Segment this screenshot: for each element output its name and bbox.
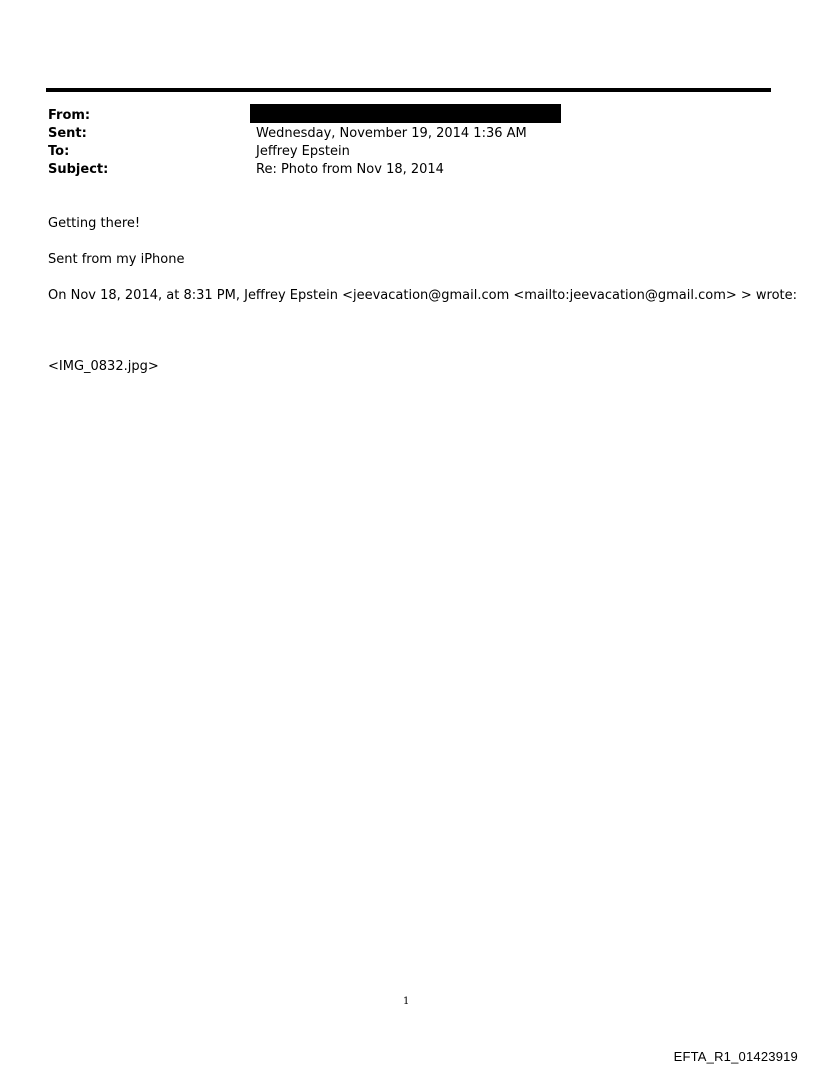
to-value: Jeffrey Epstein: [256, 144, 350, 159]
from-redaction-box: [250, 104, 561, 123]
body-greeting-line: Getting there!: [48, 216, 141, 231]
sent-value: Wednesday, November 19, 2014 1:36 AM: [256, 126, 527, 141]
sent-label: Sent:: [48, 126, 87, 141]
attachment-reference: <IMG_0832.jpg>: [48, 359, 159, 374]
subject-label: Subject:: [48, 162, 109, 177]
body-quoted-header-line: On Nov 18, 2014, at 8:31 PM, Jeffrey Epstein <jeevacation@gmail.com <mailto:jeevacation@gmail.com> > wrote:: [48, 288, 798, 303]
document-id: EFTA_R1_01423919: [673, 1049, 798, 1064]
body-signature-line: Sent from my iPhone: [48, 252, 185, 267]
to-label: To:: [48, 144, 70, 159]
page-number: 1: [403, 996, 410, 1007]
subject-value: Re: Photo from Nov 18, 2014: [256, 162, 444, 177]
from-label: From:: [48, 108, 91, 123]
header-divider-rule: [46, 88, 771, 92]
